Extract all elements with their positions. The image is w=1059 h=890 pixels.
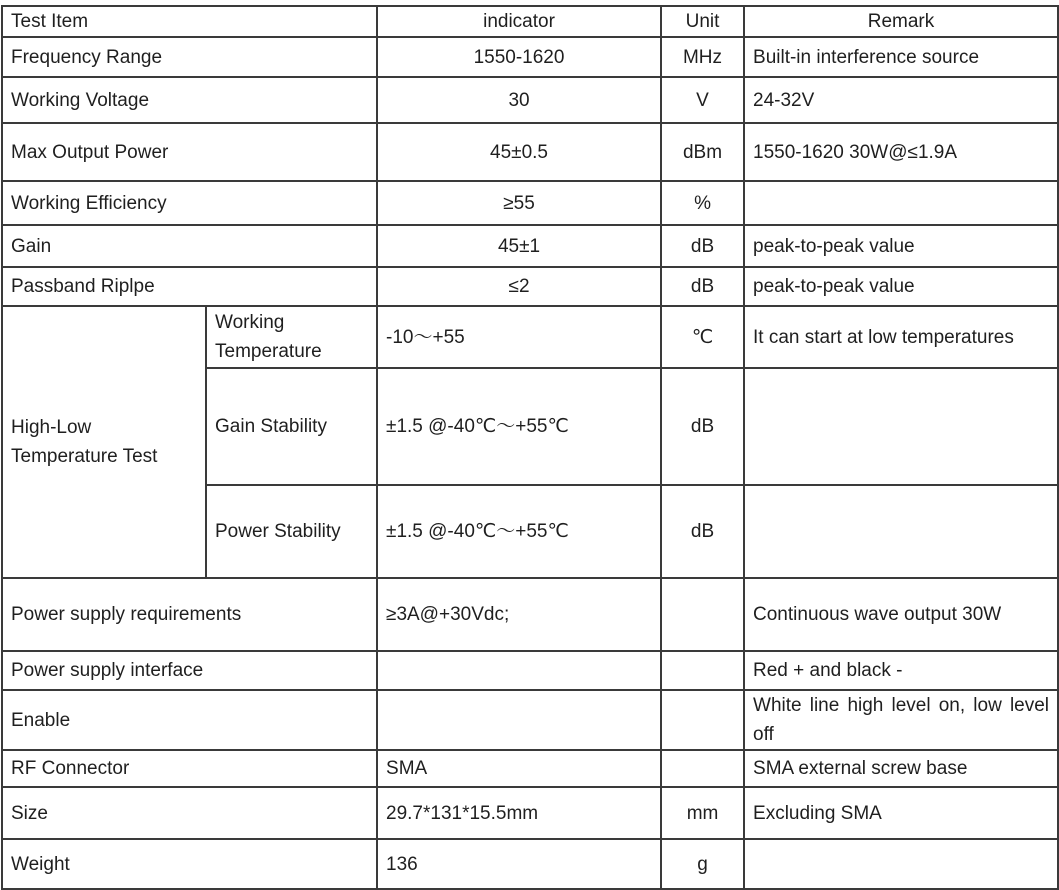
item-cell: Weight <box>2 839 377 889</box>
sub-item-cell: Gain Stability <box>206 368 377 485</box>
indicator-cell: 45±0.5 <box>377 123 661 181</box>
remark-cell <box>744 181 1058 225</box>
indicator-cell: 136 <box>377 839 661 889</box>
remark-cell: 1550-1620 30W@≤1.9A <box>744 123 1058 181</box>
header-remark: Remark <box>744 6 1058 37</box>
indicator-cell <box>377 651 661 690</box>
unit-cell: V <box>661 77 744 123</box>
indicator-cell: 45±1 <box>377 225 661 267</box>
table-row <box>2 267 1058 306</box>
item-cell: Working Efficiency <box>2 181 377 225</box>
table-row <box>2 839 1058 889</box>
remark-cell: Built-in interference source <box>744 37 1058 77</box>
table-row <box>2 123 1058 181</box>
sub-item-cell: Working Temperature <box>206 306 377 368</box>
unit-cell: dB <box>661 368 744 485</box>
item-cell: Power supply requirements <box>2 578 377 651</box>
item-cell: Enable <box>2 690 377 750</box>
unit-cell: mm <box>661 787 744 839</box>
item-cell: Power supply interface <box>2 651 377 690</box>
header-test-item: Test Item <box>2 6 377 37</box>
table-row <box>2 77 1058 123</box>
item-cell: Max Output Power <box>2 123 377 181</box>
remark-cell <box>744 839 1058 889</box>
unit-cell: g <box>661 839 744 889</box>
table-row <box>2 37 1058 77</box>
remark-cell: White line high level on, low level off <box>744 690 1058 750</box>
remark-cell: Excluding SMA <box>744 787 1058 839</box>
table-row <box>2 750 1058 787</box>
unit-cell: ℃ <box>661 306 744 368</box>
remark-cell: It can start at low temperatures <box>744 306 1058 368</box>
temp-subrow <box>2 306 1058 368</box>
table-row <box>2 181 1058 225</box>
indicator-cell: -10～+55 <box>377 306 661 368</box>
sub-item-cell: Power Stability <box>206 485 377 578</box>
indicator-cell: 1550-1620 <box>377 37 661 77</box>
indicator-cell: ±1.5 @-40℃～+55℃ <box>377 368 661 485</box>
item-cell: Passband Riplpe <box>2 267 377 306</box>
unit-cell: % <box>661 181 744 225</box>
remark-cell: peak-to-peak value <box>744 267 1058 306</box>
indicator-cell: 30 <box>377 77 661 123</box>
header-unit: Unit <box>661 6 744 37</box>
unit-cell <box>661 578 744 651</box>
item-cell: Gain <box>2 225 377 267</box>
remark-cell: SMA external screw base <box>744 750 1058 787</box>
remark-cell <box>744 368 1058 485</box>
remark-cell: Continuous wave output 30W <box>744 578 1058 651</box>
remark-cell <box>744 485 1058 578</box>
unit-cell: MHz <box>661 37 744 77</box>
indicator-cell: ≤2 <box>377 267 661 306</box>
unit-cell: dB <box>661 267 744 306</box>
remark-cell: 24-32V <box>744 77 1058 123</box>
item-cell: Size <box>2 787 377 839</box>
unit-cell: dB <box>661 225 744 267</box>
remark-cell: peak-to-peak value <box>744 225 1058 267</box>
item-cell: Working Voltage <box>2 77 377 123</box>
temp-group-label: High-Low Temperature Test <box>2 306 206 578</box>
table-row <box>2 578 1058 651</box>
unit-cell <box>661 651 744 690</box>
header-indicator: indicator <box>377 6 661 37</box>
indicator-cell <box>377 690 661 750</box>
indicator-cell: ≥3A@+30Vdc; <box>377 578 661 651</box>
indicator-cell: 29.7*131*15.5mm <box>377 787 661 839</box>
header-row <box>2 6 1058 37</box>
unit-cell: dBm <box>661 123 744 181</box>
item-cell: RF Connector <box>2 750 377 787</box>
spec-table <box>1 5 1059 890</box>
indicator-cell: SMA <box>377 750 661 787</box>
indicator-cell: ≥55 <box>377 181 661 225</box>
unit-cell: dB <box>661 485 744 578</box>
unit-cell <box>661 690 744 750</box>
indicator-cell: ±1.5 @-40℃～+55℃ <box>377 485 661 578</box>
table-row <box>2 690 1058 750</box>
table-row <box>2 651 1058 690</box>
remark-cell: Red + and black - <box>744 651 1058 690</box>
table-row <box>2 225 1058 267</box>
item-cell: Frequency Range <box>2 37 377 77</box>
unit-cell <box>661 750 744 787</box>
table-row <box>2 787 1058 839</box>
